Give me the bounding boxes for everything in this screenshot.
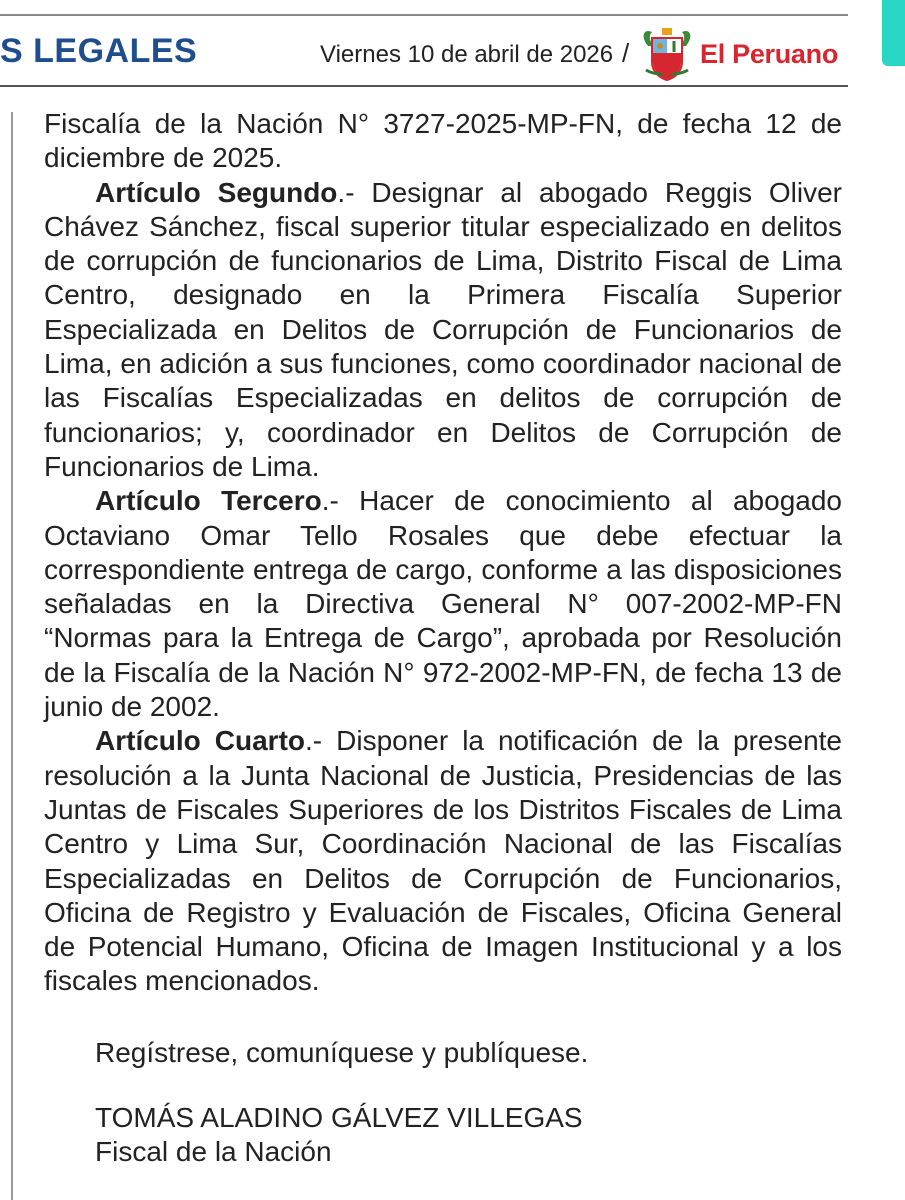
- paragraph-article-cuarto: [44, 724, 842, 998]
- article-body: [44, 107, 842, 999]
- column-rule: [11, 112, 13, 1200]
- article-text: .- Designar al abogado Reggis Oliver Chávez Sánchez, fiscal superior titular especializado en delitos de corrupción de funcionarios de Lima, Distrito Fiscal de Lima Centro, designado en la Primera Fiscalía Superior Especializada en Delitos de Corrupción de Funcionarios de Lima, en adición a sus funciones, como coordinador nacional de las Fiscalías Especializadas en delitos de corrupción de funcionarios; y, coordinador en Delitos de Corrupción de Funcionarios de Lima.: [44, 176, 842, 482]
- article-text: .- Hacer de conocimiento al abogado Octaviano Omar Tello Rosales que debe efectuar la correspondiente entrega de cargo, conforme a las disposiciones señaladas en la Directiva General N° 007-2002-MP-FN “Normas para la Entrega de Cargo”, aprobada por Resolución de la Fiscalía de la Nación N° 972-2002-MP-FN, de fecha 13 de junio de 2002.: [44, 485, 842, 723]
- publication-date: Viernes 10 de abril de 2026: [320, 41, 614, 68]
- article-heading: Artículo Cuarto: [95, 725, 306, 757]
- accent-tab: [882, 0, 905, 66]
- paragraph-article-tercero: [44, 484, 842, 724]
- date-separator: /: [622, 38, 630, 68]
- header-rule: [0, 85, 848, 87]
- brand-name: El Peruano: [700, 39, 839, 69]
- signer-name: TOMÁS ALADINO GÁLVEZ VILLEGAS: [95, 1102, 583, 1133]
- signer-title: Fiscal de la Nación: [95, 1136, 332, 1167]
- article-heading: Artículo Segundo: [95, 176, 338, 208]
- article-text: .- Disponer la notificación de la presente resolución a la Junta Nacional de Justicia, Presidencias de las Juntas de Fiscales Superiores de los Distritos Fiscales de Lima Centro y Lima Sur, Coordinación Nacional de las Fiscalías Especializadas en Delitos de Corrupción de Funcionarios, Oficina de Registro y Evaluación de Fiscales, Oficina General de Potencial Humano, Oficina de Imagen Institucional y a los fiscales mencionados.: [44, 725, 842, 997]
- paragraph-continuation: Fiscalía de la Nación N° 3727-2025-MP-FN, de fecha 12 de diciembre de 2025.: [44, 108, 842, 174]
- top-rule: [0, 14, 848, 16]
- paragraph-article-segundo: [44, 176, 842, 485]
- article-heading: Artículo Tercero: [95, 485, 322, 517]
- closing-formula: Regístrese, comuníquese y publíquese.: [95, 1037, 589, 1068]
- section-title: S LEGALES: [0, 32, 198, 70]
- peru-coat-of-arms-icon: [638, 26, 696, 82]
